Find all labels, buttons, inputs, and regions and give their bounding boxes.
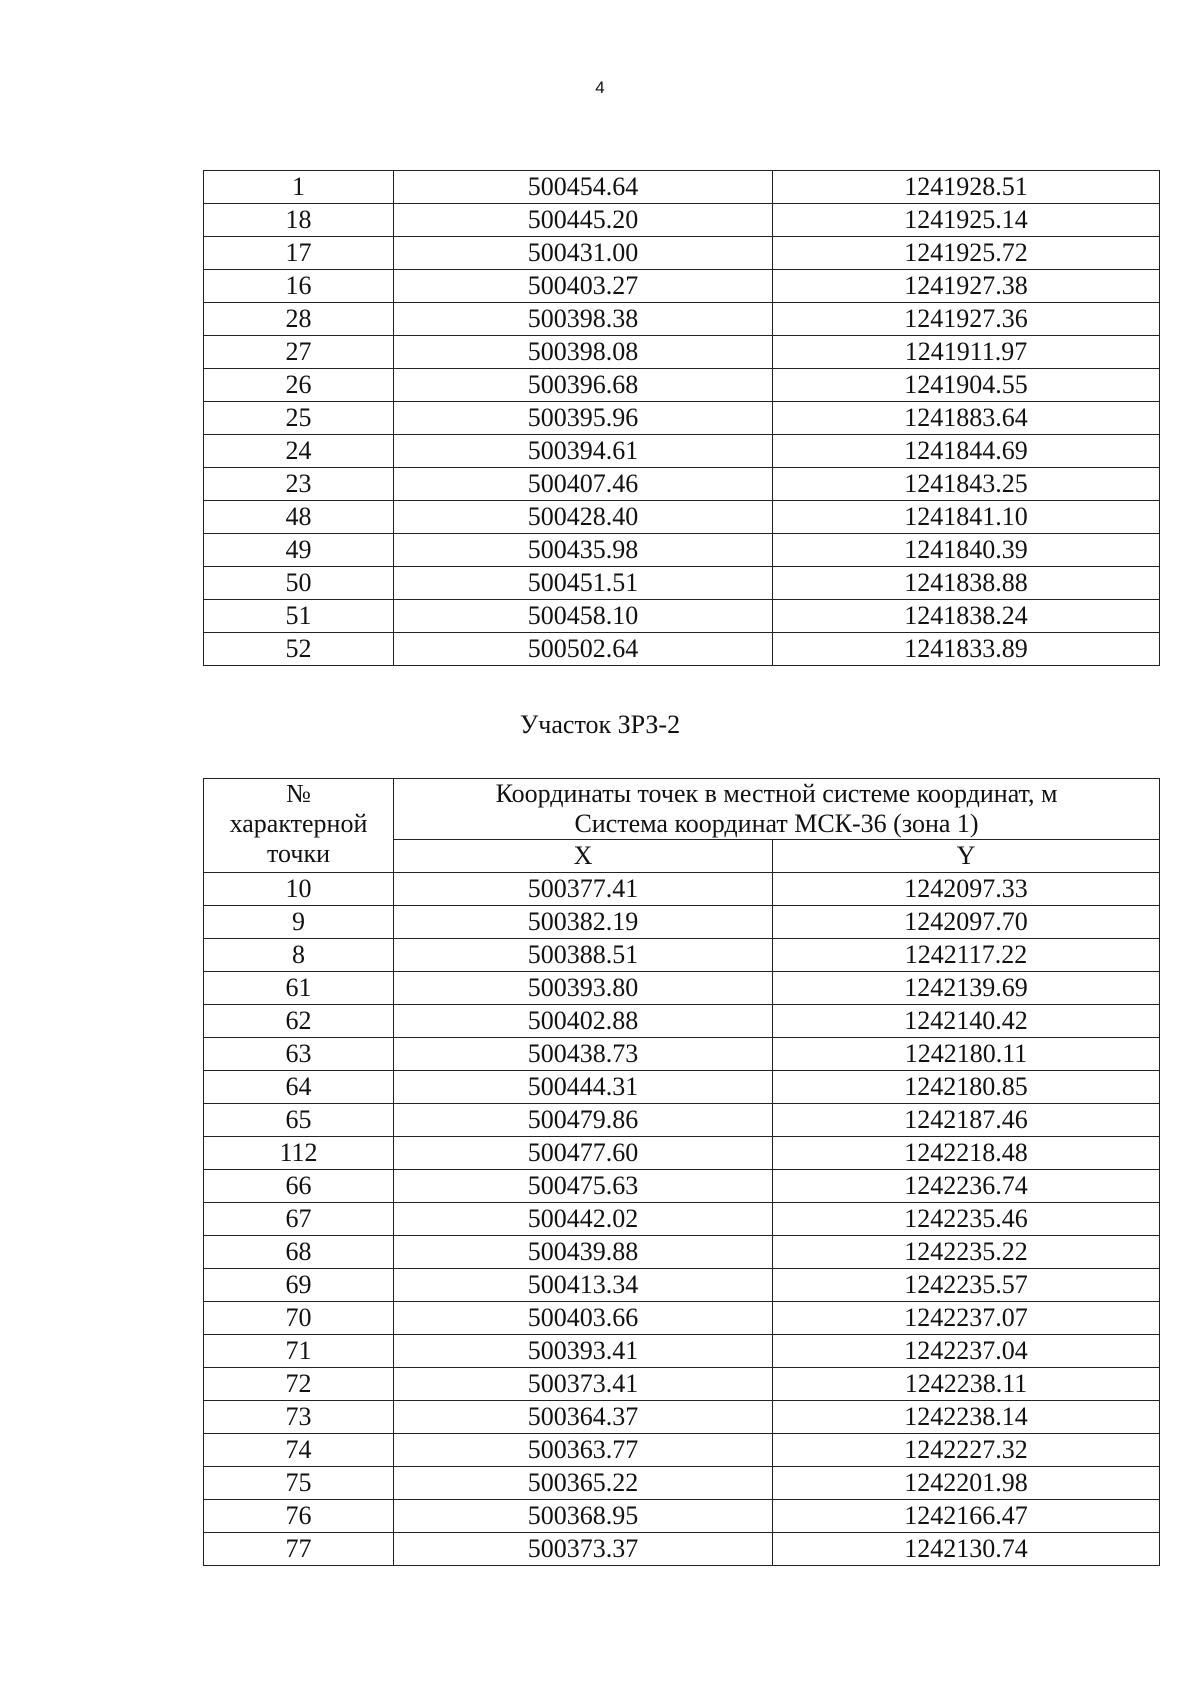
y-coordinate-cell: 1241838.24 <box>773 600 1160 633</box>
point-number-cell: 74 <box>204 1434 394 1467</box>
y-coordinate-cell: 1242166.47 <box>773 1500 1160 1533</box>
x-coordinate-cell: 500475.63 <box>394 1170 773 1203</box>
x-coordinate-cell: 500396.68 <box>394 369 773 402</box>
x-coordinate-cell: 500398.38 <box>394 303 773 336</box>
table-row <box>204 1038 1160 1071</box>
point-number-cell: 10 <box>204 873 394 906</box>
coordinates-table-continued-body <box>204 171 1160 666</box>
y-coordinate-cell: 1242218.48 <box>773 1137 1160 1170</box>
x-coordinate-cell: 500365.22 <box>394 1467 773 1500</box>
x-coordinate-cell: 500445.20 <box>394 204 773 237</box>
table-row <box>204 336 1160 369</box>
table-row <box>204 369 1160 402</box>
y-coordinate-cell: 1241844.69 <box>773 435 1160 468</box>
coordinates-header <box>394 779 1160 840</box>
point-number-cell: 61 <box>204 972 394 1005</box>
point-number-cell: 68 <box>204 1236 394 1269</box>
y-coordinate-cell: 1241840.39 <box>773 534 1160 567</box>
x-coordinate-cell: 500477.60 <box>394 1137 773 1170</box>
table-row <box>204 1071 1160 1104</box>
table-row <box>204 600 1160 633</box>
x-coordinate-cell: 500398.08 <box>394 336 773 369</box>
table-row <box>204 1236 1160 1269</box>
y-coordinate-cell: 1241925.72 <box>773 237 1160 270</box>
table-row <box>204 1434 1160 1467</box>
point-number-header <box>204 779 394 873</box>
y-coordinate-cell: 1242180.11 <box>773 1038 1160 1071</box>
point-number-cell: 69 <box>204 1269 394 1302</box>
x-coordinate-cell: 500442.02 <box>394 1203 773 1236</box>
point-number-cell: 48 <box>204 501 394 534</box>
point-number-cell: 62 <box>204 1005 394 1038</box>
y-coordinate-cell: 1241904.55 <box>773 369 1160 402</box>
x-coordinate-cell: 500479.86 <box>394 1104 773 1137</box>
point-number-header-line-2: характерной <box>229 809 368 838</box>
y-coordinate-cell: 1241843.25 <box>773 468 1160 501</box>
x-coordinate-cell: 500373.37 <box>394 1533 773 1566</box>
table-row <box>204 204 1160 237</box>
coordinates-table-continued <box>203 170 1160 666</box>
point-number-cell: 64 <box>204 1071 394 1104</box>
x-coordinate-cell: 500395.96 <box>394 402 773 435</box>
x-coordinate-cell: 500364.37 <box>394 1401 773 1434</box>
y-coordinate-cell: 1242238.11 <box>773 1368 1160 1401</box>
table-row <box>204 303 1160 336</box>
y-coordinate-cell: 1242235.46 <box>773 1203 1160 1236</box>
table-row <box>204 1137 1160 1170</box>
section-title-zrz-2: Участок ЗРЗ-2 <box>519 710 681 739</box>
x-coordinate-cell: 500377.41 <box>394 873 773 906</box>
y-coordinate-cell: 1242097.70 <box>773 906 1160 939</box>
table-row <box>204 567 1160 600</box>
point-number-cell: 77 <box>204 1533 394 1566</box>
table-row <box>204 873 1160 906</box>
x-coordinate-cell: 500428.40 <box>394 501 773 534</box>
table-row <box>204 1269 1160 1302</box>
y-coordinate-cell: 1241841.10 <box>773 501 1160 534</box>
point-number-cell: 50 <box>204 567 394 600</box>
x-coordinate-cell: 500451.51 <box>394 567 773 600</box>
point-number-cell: 49 <box>204 534 394 567</box>
point-number-cell: 67 <box>204 1203 394 1236</box>
x-coordinate-cell: 500435.98 <box>394 534 773 567</box>
y-coordinate-cell: 1242117.22 <box>773 939 1160 972</box>
table-row <box>204 468 1160 501</box>
table-row <box>204 270 1160 303</box>
table-row <box>204 501 1160 534</box>
y-coordinate-cell: 1242237.07 <box>773 1302 1160 1335</box>
point-number-cell: 66 <box>204 1170 394 1203</box>
point-number-cell: 9 <box>204 906 394 939</box>
coordinates-table-header <box>204 779 1160 873</box>
point-number-cell: 23 <box>204 468 394 501</box>
y-coordinate-cell: 1241928.51 <box>773 171 1160 204</box>
point-number-cell: 73 <box>204 1401 394 1434</box>
coordinates-header-line-2: Система координат МСК-36 (зона 1) <box>574 809 979 838</box>
point-number-cell: 27 <box>204 336 394 369</box>
point-number-cell: 75 <box>204 1467 394 1500</box>
point-number-cell: 52 <box>204 633 394 666</box>
x-coordinate-cell: 500363.77 <box>394 1434 773 1467</box>
point-number-cell: 18 <box>204 204 394 237</box>
y-coordinate-cell: 1242235.57 <box>773 1269 1160 1302</box>
y-coordinate-cell: 1242139.69 <box>773 972 1160 1005</box>
y-coordinate-cell: 1241911.97 <box>773 336 1160 369</box>
point-number-cell: 17 <box>204 237 394 270</box>
point-number-cell: 51 <box>204 600 394 633</box>
y-coordinate-cell: 1242227.32 <box>773 1434 1160 1467</box>
coordinates-table-zrz-2 <box>203 778 1160 1566</box>
x-coordinate-cell: 500407.46 <box>394 468 773 501</box>
page-number: 4 <box>595 78 605 97</box>
y-coordinate-cell: 1242238.14 <box>773 1401 1160 1434</box>
table-row <box>204 1533 1160 1566</box>
coordinates-table-zrz-2-body <box>204 873 1160 1566</box>
point-number-cell: 71 <box>204 1335 394 1368</box>
y-coordinate-cell: 1242237.04 <box>773 1335 1160 1368</box>
table-row <box>204 402 1160 435</box>
y-coordinate-cell: 1242187.46 <box>773 1104 1160 1137</box>
table-row <box>204 1401 1160 1434</box>
table-row <box>204 1104 1160 1137</box>
x-coordinate-cell: 500393.80 <box>394 972 773 1005</box>
y-coordinate-cell: 1242201.98 <box>773 1467 1160 1500</box>
x-coordinate-cell: 500438.73 <box>394 1038 773 1071</box>
x-coordinate-cell: 500444.31 <box>394 1071 773 1104</box>
y-coordinate-cell: 1241838.88 <box>773 567 1160 600</box>
y-coordinate-cell: 1242130.74 <box>773 1533 1160 1566</box>
header-row <box>204 779 1160 840</box>
x-coordinate-cell: 500413.34 <box>394 1269 773 1302</box>
point-number-header-line-3: точки <box>267 839 330 868</box>
table-row <box>204 435 1160 468</box>
table-row <box>204 1335 1160 1368</box>
x-coordinate-cell: 500368.95 <box>394 1500 773 1533</box>
table-row <box>204 1005 1160 1038</box>
y-coordinate-cell: 1242140.42 <box>773 1005 1160 1038</box>
table-row <box>204 972 1160 1005</box>
y-coordinate-cell: 1242235.22 <box>773 1236 1160 1269</box>
x-coordinate-cell: 500402.88 <box>394 1005 773 1038</box>
y-column-header: Y <box>773 840 1160 873</box>
x-coordinate-cell: 500431.00 <box>394 237 773 270</box>
x-coordinate-cell: 500454.64 <box>394 171 773 204</box>
y-coordinate-cell: 1242180.85 <box>773 1071 1160 1104</box>
table-row <box>204 939 1160 972</box>
table-row <box>204 633 1160 666</box>
coordinates-header-line-1: Координаты точек в местной системе координат, м <box>495 779 1058 808</box>
y-coordinate-cell: 1242236.74 <box>773 1170 1160 1203</box>
x-coordinate-cell: 500382.19 <box>394 906 773 939</box>
point-number-cell: 16 <box>204 270 394 303</box>
x-coordinate-cell: 500403.27 <box>394 270 773 303</box>
table-row <box>204 1203 1160 1236</box>
y-coordinate-cell: 1241833.89 <box>773 633 1160 666</box>
point-number-cell: 24 <box>204 435 394 468</box>
point-number-header-line-1: № <box>286 779 311 808</box>
x-coordinate-cell: 500393.41 <box>394 1335 773 1368</box>
x-coordinate-cell: 500458.10 <box>394 600 773 633</box>
x-coordinate-cell: 500373.41 <box>394 1368 773 1401</box>
y-coordinate-cell: 1241927.38 <box>773 270 1160 303</box>
table-row <box>204 1500 1160 1533</box>
point-number-cell: 72 <box>204 1368 394 1401</box>
x-coordinate-cell: 500502.64 <box>394 633 773 666</box>
table-row <box>204 534 1160 567</box>
point-number-cell: 70 <box>204 1302 394 1335</box>
table-row <box>204 906 1160 939</box>
table-row <box>204 1368 1160 1401</box>
table-row <box>204 237 1160 270</box>
table-row <box>204 1467 1160 1500</box>
table-row <box>204 1170 1160 1203</box>
point-number-cell: 76 <box>204 1500 394 1533</box>
point-number-cell: 65 <box>204 1104 394 1137</box>
x-coordinate-cell: 500388.51 <box>394 939 773 972</box>
table-row <box>204 171 1160 204</box>
x-coordinate-cell: 500403.66 <box>394 1302 773 1335</box>
x-column-header: X <box>394 840 773 873</box>
point-number-cell: 25 <box>204 402 394 435</box>
y-coordinate-cell: 1241927.36 <box>773 303 1160 336</box>
point-number-cell: 112 <box>204 1137 394 1170</box>
table-row <box>204 1302 1160 1335</box>
y-coordinate-cell: 1241925.14 <box>773 204 1160 237</box>
y-coordinate-cell: 1241883.64 <box>773 402 1160 435</box>
point-number-cell: 8 <box>204 939 394 972</box>
x-coordinate-cell: 500394.61 <box>394 435 773 468</box>
point-number-cell: 26 <box>204 369 394 402</box>
point-number-cell: 28 <box>204 303 394 336</box>
point-number-cell: 1 <box>204 171 394 204</box>
y-coordinate-cell: 1242097.33 <box>773 873 1160 906</box>
x-coordinate-cell: 500439.88 <box>394 1236 773 1269</box>
point-number-cell: 63 <box>204 1038 394 1071</box>
